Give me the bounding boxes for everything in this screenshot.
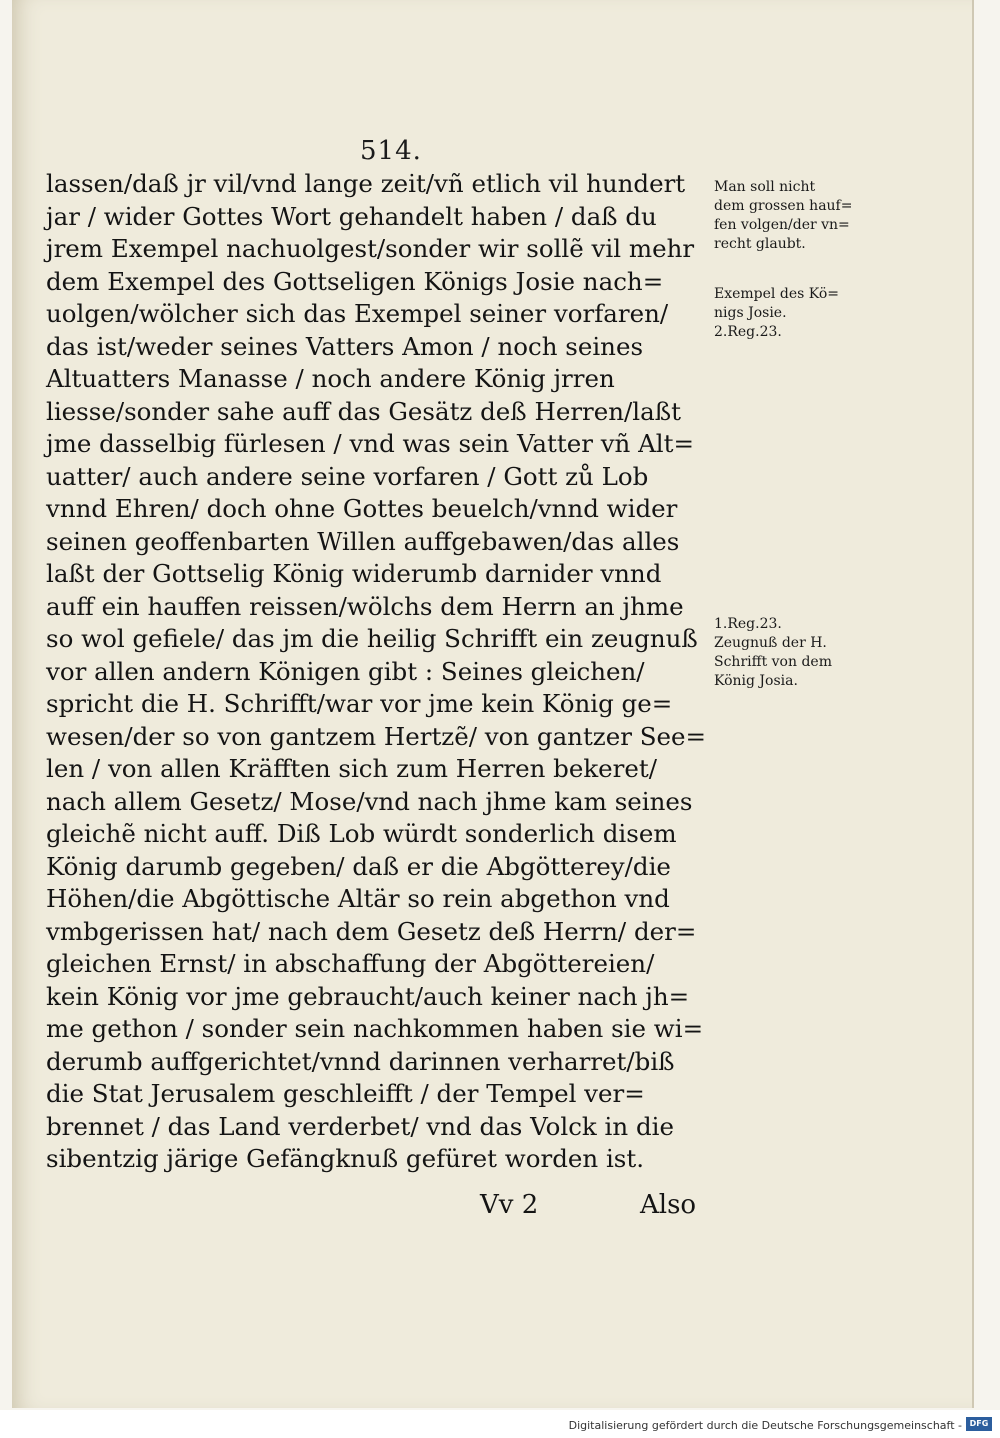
text-line: gleichen Ernst/ in abschaffung der Abgöttereien/ (46, 949, 655, 978)
text-line: Höhen/die Abgöttische Altär so rein abgethon vnd (46, 884, 670, 913)
text-line: vmbgerissen hat/ nach dem Gesetz deß Herrn/ der= (46, 916, 697, 946)
text-line: spricht die H. Schrifft/war vor jme kein König ge= (46, 689, 673, 718)
main-text-block (46, 168, 706, 1176)
margin-note-line: nigs Josie. (714, 305, 787, 321)
text-line: sibentzig järige Gefängknuß gefüret worden ist. (46, 1144, 645, 1173)
text-line: jme dasselbig fürlesen / vnd was sein Vatter vñ Alt= (46, 429, 695, 458)
text-line: auff ein hauffen reissen/wölchs dem Herrn an jhme (46, 591, 684, 621)
margin-note (714, 178, 884, 254)
text-line: brennet / das Land verderbet/ vnd das Volck in die (46, 1111, 674, 1141)
margin-note-line: Exempel des Kö= (714, 286, 839, 302)
margin-note-line: 2.Reg.23. (714, 324, 782, 340)
margin-note-line: Zeugnuß der H. (714, 635, 827, 651)
margin-note (714, 615, 884, 691)
text-line: len / von allen Kräfften sich zum Herren bekeret/ (46, 754, 657, 783)
text-line: seinen geoffenbarten Willen auffgebawen/das alles (46, 526, 680, 556)
margin-note-line: recht glaubt. (714, 236, 806, 252)
margin-note (714, 285, 884, 342)
text-line: Altuatters Manasse / noch andere König jrren (46, 364, 615, 393)
text-line: nach allem Gesetz/ Mose/vnd nach jhme kam seines (46, 786, 693, 816)
text-line: kein König vor jme gebraucht/auch keiner nach jh= (46, 981, 690, 1011)
text-line: vor allen andern Königen gibt : Seines gleichen/ (46, 656, 645, 686)
text-line: laßt der Gottselig König widerumb darnider vnnd (46, 559, 662, 588)
margin-note-line: Man soll nicht (714, 179, 816, 195)
text-line: gleichẽ nicht auff. Diß Lob würdt sonderlich disem (46, 819, 677, 848)
margin-note-line: 1.Reg.23. (714, 616, 782, 632)
signature-mark: Vv 2 (480, 1190, 539, 1220)
margin-note-line: dem grossen hauf= (714, 198, 853, 214)
text-line: me gethon / sonder sein nachkommen haben sie wi= (46, 1014, 704, 1043)
dfg-logo: DFG (966, 1417, 992, 1431)
page-number: 514. (360, 136, 422, 166)
text-line: derumb auffgerichtet/vnnd darinnen verharret/biß (46, 1046, 675, 1076)
text-line: dem Exempel des Gottseligen Königs Josie nach= (46, 266, 664, 296)
text-line: das ist/weder seines Vatters Amon / noch seines (46, 331, 644, 361)
text-line: so wol gefiele/ das jm die heilig Schrifft ein zeugnuß (46, 624, 698, 653)
text-line: König darumb gegeben/ daß er die Abgötterey/die (46, 851, 671, 881)
funding-notice: Digitalisierung gefördert durch die Deutsche Forschungsgemeinschaft - (568, 1419, 962, 1432)
margin-note-line: Schrifft von dem (714, 654, 832, 670)
text-line: vnnd Ehren/ doch ohne Gottes beuelch/vnnd wider (46, 494, 678, 523)
text-line: die Stat Jerusalem geschleifft / der Tempel ver= (46, 1079, 645, 1108)
text-line: uatter/ auch andere seine vorfaren / Gott zů Lob (46, 461, 649, 491)
margin-note-line: fen volgen/der vn= (714, 217, 850, 233)
text-line: jrem Exempel nachuolgest/sonder wir sollẽ vil mehr (46, 234, 695, 263)
text-line: lassen/daß jr vil/vnd lange zeit/vñ etlich vil hundert (46, 169, 686, 198)
text-line: jar / wider Gottes Wort gehandelt haben / daß du (46, 201, 657, 231)
text-line: liesse/sonder sahe auff das Gesätz deß Herren/laßt (46, 396, 681, 426)
text-line: uolgen/wölcher sich das Exempel seiner vorfaren/ (46, 299, 669, 328)
catchword: Also (640, 1190, 697, 1220)
text-line: wesen/der so von gantzem Hertzẽ/ von gantzer See= (46, 721, 707, 751)
margin-note-line: König Josia. (714, 673, 798, 689)
